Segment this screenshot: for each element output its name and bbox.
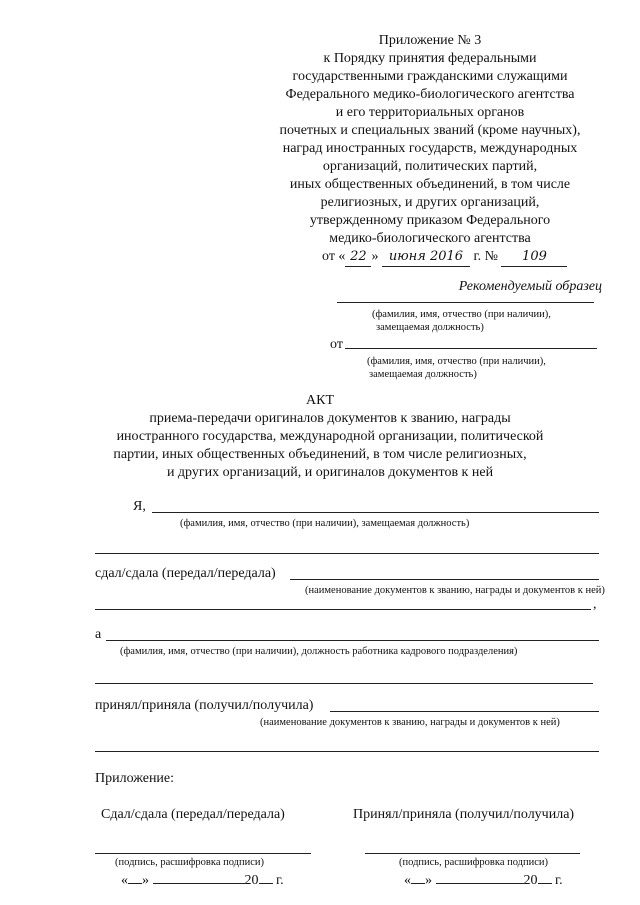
date-mid: » xyxy=(371,249,379,264)
header-line: утвержденному приказом Федерального xyxy=(309,213,551,228)
handed-signature-title: Сдал/сдала (передал/передала) xyxy=(101,807,285,822)
received-docs-line xyxy=(330,711,599,712)
received-signature-title: Принял/приняла (получил/получила) xyxy=(353,807,575,822)
act-title: АКТ xyxy=(306,393,334,408)
from-name-line xyxy=(345,348,597,349)
fio-hint: (фамилия, имя, отчество (при наличии), замещаемая должность) xyxy=(180,518,470,529)
header-line: Федерального медико-биологического агентства xyxy=(285,87,575,102)
quote-close: » xyxy=(425,873,432,888)
comma: , xyxy=(593,597,597,612)
header-line: медико-биологического агентства xyxy=(329,231,531,246)
recommended-sample-label: Рекомендуемый образец xyxy=(458,279,602,294)
year-suffix: г. xyxy=(555,873,563,888)
order-date-line xyxy=(322,248,567,267)
handed-date xyxy=(121,872,284,890)
addressee-hint: замещаемая должность) xyxy=(376,322,484,333)
addressee-name-line xyxy=(337,302,594,303)
docs-hint-2: (наименование документов к званию, награды и документов к ней) xyxy=(260,717,560,728)
date-prefix: от « xyxy=(322,249,346,264)
year-suffix: г. xyxy=(276,873,284,888)
a-label: а xyxy=(95,627,102,642)
received-label: принял/приняла (получил/получила) xyxy=(95,698,314,713)
date-month-year-handwritten: июня 2016 xyxy=(382,248,470,267)
header-line: почетных и специальных званий (кроме научных), xyxy=(279,123,581,138)
handed-signature-hint: (подпись, расшифровка подписи) xyxy=(115,857,265,868)
from-hint: замещаемая должность) xyxy=(369,369,477,380)
header-line: организаций, политических партий, xyxy=(322,159,538,174)
addressee-hint: (фамилия, имя, отчество (при наличии), xyxy=(372,309,551,320)
handed-label: сдал/сдала (передал/передала) xyxy=(95,566,276,581)
year-prefix: 20 xyxy=(244,873,259,888)
received-signature-line xyxy=(365,853,580,854)
header-line: и его территориальных органов xyxy=(335,105,525,120)
header-line: иных общественных объединений, в том числе xyxy=(289,177,571,192)
header-line: государственными гражданскими служащими xyxy=(292,69,568,84)
handed-docs-line xyxy=(290,579,599,580)
act-subtitle-line: и других организаций, и оригиналов документов к ней xyxy=(166,465,494,480)
act-subtitle-line: иностранного государства, международной организации, политической xyxy=(116,429,544,444)
attachment-label: Приложение: xyxy=(95,771,175,786)
quote-open: « xyxy=(121,873,128,888)
year-prefix: 20 xyxy=(523,873,538,888)
from-label: от xyxy=(330,337,343,352)
blank-line xyxy=(95,553,599,554)
quote-open: « xyxy=(404,873,411,888)
received-date xyxy=(404,872,563,890)
handed-docs-line-2 xyxy=(95,609,591,610)
docs-hint: (наименование документов к званию, награды и документов к ней) xyxy=(305,585,605,596)
received-signature-hint: (подпись, расшифровка подписи) xyxy=(399,857,549,868)
order-number-handwritten: 109 xyxy=(501,248,567,267)
header-line: к Порядку принятия федеральными xyxy=(323,51,537,66)
from-hint: (фамилия, имя, отчество (при наличии), xyxy=(367,356,546,367)
header-line: религиозных, и других организаций, xyxy=(320,195,540,210)
act-subtitle-line: приема-передачи оригиналов документов к званию, награды xyxy=(149,411,511,426)
appendix-number: Приложение № 3 xyxy=(378,33,482,48)
blank-line xyxy=(95,751,599,752)
hr-hint: (фамилия, имя, отчество (при наличии), должность работника кадрового подразделения) xyxy=(120,646,518,657)
blank-line xyxy=(95,683,593,684)
date-day-handwritten: 22 xyxy=(345,248,371,267)
i-label: Я, xyxy=(133,499,146,514)
hr-name-line xyxy=(106,640,599,641)
act-subtitle-line: партии, иных общественных объединений, в том числе религиозных, xyxy=(113,447,527,462)
header-line: наград иностранных государств, международных xyxy=(282,141,578,156)
i-name-line xyxy=(152,512,599,513)
handed-signature-line xyxy=(95,853,311,854)
date-g-number: г. № xyxy=(473,249,498,264)
quote-close: » xyxy=(142,873,149,888)
